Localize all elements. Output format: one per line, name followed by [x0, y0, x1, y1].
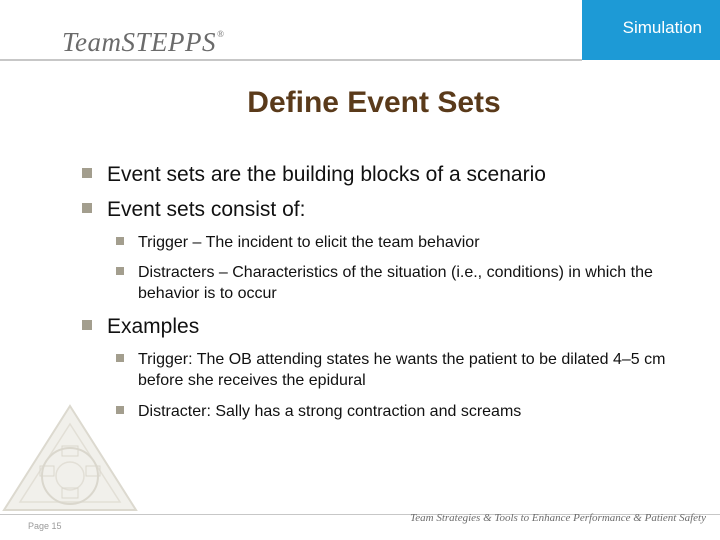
simulation-badge — [582, 0, 720, 60]
logo-text: TeamSTEPPS — [62, 27, 217, 57]
footer-tagline: Team Strategies & Tools to Enhance Performance & Patient Safety — [410, 512, 706, 524]
bullet-text: Examples — [107, 315, 200, 338]
simulation-label: Simulation — [622, 18, 702, 37]
square-bullet-icon — [82, 320, 92, 330]
slide-title: Define Event Sets — [247, 86, 501, 119]
square-bullet-icon — [116, 354, 124, 362]
bullet-text: Event sets are the building blocks of a scenario — [107, 163, 546, 186]
bullet-text: Event sets consist of: — [107, 198, 306, 221]
sub-bullet-text: Distracter: Sally has a strong contraction and screams — [138, 403, 522, 420]
sub-bullet-text: Trigger – The incident to elicit the team behavior — [138, 234, 480, 251]
square-bullet-icon — [82, 168, 92, 178]
sub-bullet-text: Distracters – Characteristics of the situation (i.e., conditions) in which the behavior is to occur — [138, 264, 653, 302]
square-bullet-icon — [82, 203, 92, 213]
square-bullet-icon — [116, 237, 124, 245]
teamstepps-logo — [62, 27, 224, 58]
header-rule — [0, 59, 582, 61]
teamstepps-triangle-icon — [0, 400, 150, 520]
sub-bullet-text: Trigger: The OB attending states he wants the patient to be dilated 4–5 cm before she receives the epidural — [138, 351, 666, 389]
square-bullet-icon — [116, 267, 124, 275]
page-number: Page 15 — [28, 521, 62, 531]
logo-registered-mark: ® — [217, 29, 225, 39]
